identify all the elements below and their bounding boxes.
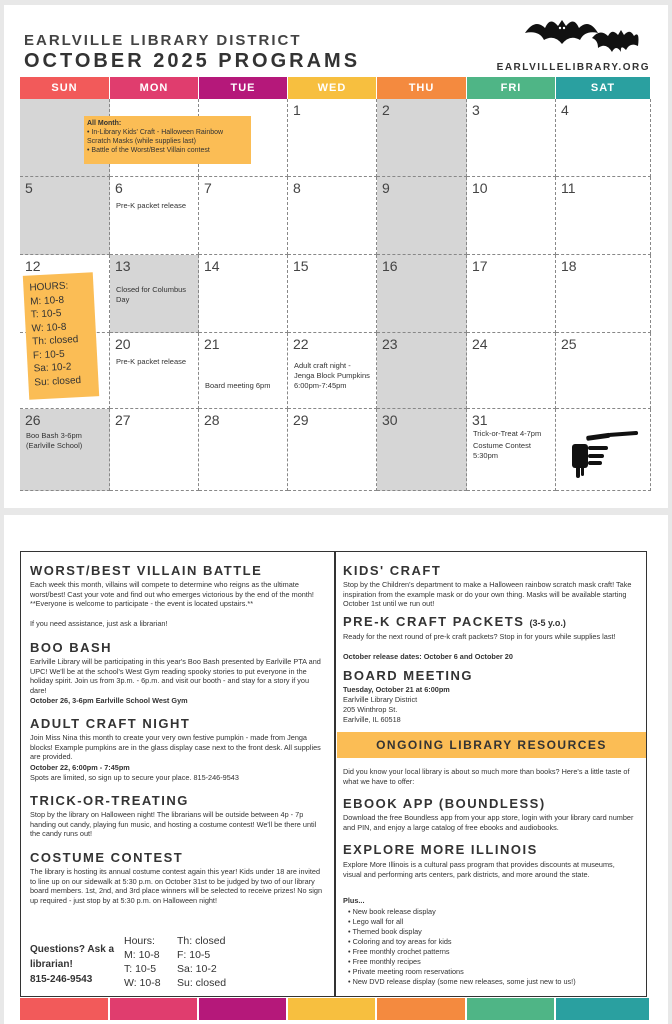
calendar-cell [556,177,651,255]
day-number: 25 [561,336,577,352]
color-strip [377,998,465,1020]
day-number: 14 [204,258,220,274]
board-heading: BOARD MEETING [343,668,473,683]
day-number: 24 [472,336,488,352]
day-number: 16 [382,258,398,274]
explore-text: Explore More Illinois is a cultural pass program that provides discounts at museums, visual and performing arts centers, park districts, and more around the state. [343,860,615,879]
day-number: 23 [382,336,398,352]
day-header-mon: MON [110,77,198,99]
calendar-cell [467,255,556,333]
calendar-cell [556,99,651,177]
day-number: 30 [382,412,398,428]
day-header-tue: TUE [199,77,287,99]
day-number: 9 [382,180,390,196]
ebook-heading: EBOOK APP (BOUNDLESS) [343,796,546,811]
ongoing-text: Did you know your local library is about so much more than books? Here's a little taste of what we have to offer: [343,767,630,786]
day-header-sun: SUN [20,77,109,99]
day-number: 10 [472,180,488,196]
calendar-cell [20,177,110,255]
trick-text: Stop by the library on Halloween night! The librarians will be outside between 4p - 7p handing out candy, playing fun music, and hosting a costume contest! We'll be there until the candy runs out! [30,810,317,838]
day-header-thu: THU [377,77,466,99]
skeleton-hand-icon [568,430,642,480]
villain-heading: WORST/BEST VILLAIN BATTLE [30,563,263,578]
day-header-fri: FRI [467,77,555,99]
day-number: 5 [25,180,33,196]
adult-text: Join Miss Nina this month to create your very own festive pumpkin - made from Jenga blocks! Example pumpkins are in the glass display case next to the front desk. All supplies are provided. [30,733,321,761]
bats-icon [520,8,640,58]
day-number: 22 [293,336,309,352]
column-divider [334,551,336,997]
calendar-cell [110,333,199,409]
list-item: • New book release display [348,907,576,917]
boo-text: Earlville Library will be participating in this year's Boo Bash presented by Earlville PTA and UPC! We'll be at the school's West Gym reading spooky stories to put everyone in the holiday spirit. Join us from 3p.m. - 6p.m. and visit our booth - and stay for a story if you dare! [30,657,321,695]
day-number: 27 [115,412,131,428]
list-item: • New DVD release display (some new releases, some just new to us!) [348,977,576,987]
calendar-cell [288,255,377,333]
villain-help: If you need assistance, just ask a librarian! [30,619,168,628]
villain-text: Each week this month, villains will compete to determine who reigns as the ultimate worst/best! Cast your vote and find out who emerges victorious by the end of the month! **Everyone is welcome to participate - the event is located upstairs.** [30,580,314,608]
all-month-note: All Month: • In-Library Kids' Craft - Halloween Rainbow Scratch Masks (while supplies last) • Battle of the Worst/Best Villain contest [84,116,251,164]
board-date: Tuesday, October 21 at 6:00pm [343,685,450,694]
day-number: 1 [293,102,301,118]
ongoing-banner: ONGOING LIBRARY RESOURCES [337,732,646,758]
kids-text: Stop by the Children's department to make a Halloween rainbow scratch mask craft! Take inspiration from the example mask or do your own thing. Masks will be available starting October 1st until we run out! [343,580,632,608]
day-number: 11 [561,180,576,196]
day-number: 18 [561,258,577,274]
day-number: 8 [293,180,301,196]
calendar-cell [556,255,651,333]
list-item: • Free monthly recipes [348,957,576,967]
calendar-event: Adult craft night - Jenga Block Pumpkins 6:00pm-7:45pm [294,361,370,390]
calendar-cell [288,409,377,491]
color-strip [556,998,649,1020]
calendar-cell [199,409,288,491]
calendar-event: Board meeting 6pm [205,381,271,390]
day-number: 4 [561,102,569,118]
calendar-event: Trick-or-Treat 4-7pm [473,429,542,438]
adult-heading: ADULT CRAFT NIGHT [30,716,191,731]
calendar-cell [199,255,288,333]
day-number: 12 [25,258,41,274]
extras-list [348,907,576,987]
calendar-cell [467,99,556,177]
calendar-cell [377,409,467,491]
ebook-text: Download the free Boundless app from your app store, login with your library card number and PIN, and enjoy a large catalog of free ebooks and audiobooks. [343,813,634,832]
day-number: 28 [204,412,220,428]
prek-dates: October release dates: October 6 and October 20 [343,652,513,661]
day-number: 17 [472,258,488,274]
calendar-cell [377,177,467,255]
boo-heading: BOO BASH [30,640,113,655]
calendar-cell [199,177,288,255]
calendar-event: Pre-K packet release [116,357,187,366]
list-item: • Free monthly crochet patterns [348,947,576,957]
list-item: • Private meeting room reservations [348,967,576,977]
list-item: • Themed book display [348,927,576,937]
day-header-sat: SAT [556,77,650,99]
costume-heading: COSTUME CONTEST [30,850,184,865]
trick-heading: TRICK-OR-TREATING [30,793,189,808]
board-address-1: Earlville Library District [343,695,418,704]
calendar-event: Boo Bash 3-6pm (Earlville School) [26,431,83,450]
day-number: 6 [115,180,123,196]
day-header-wed: WED [288,77,376,99]
color-strip [110,998,197,1020]
calendar-event: Pre-K packet release [116,201,187,210]
day-number: 7 [204,180,212,196]
calendar-cell [110,177,199,255]
hours-sticky-note: HOURS: M: 10-8 T: 10-5 W: 10-8 Th: closed F: 10-5 Sa: 10-2 Su: closed [23,272,99,399]
plus-label: Plus... [343,896,365,905]
calendar-cell [288,99,377,177]
day-number: 15 [293,258,309,274]
day-number: 2 [382,102,390,118]
board-address-2: 205 Winthrop St. [343,705,398,714]
calendar-event: Costume Contest 5:30pm [473,441,531,460]
calendar-cell [199,333,288,409]
boo-date: October 26, 3-6pm Earlville School West Gym [30,696,188,705]
day-number: 31 [472,412,488,428]
website-link[interactable]: EARLVILLELIBRARY.ORG [496,62,650,73]
day-number: 3 [472,102,480,118]
day-number: 29 [293,412,309,428]
calendar-cell [467,333,556,409]
prek-text: Ready for the next round of pre-k craft packets? Stop in for yours while supplies last! [343,632,616,641]
color-strip [20,998,108,1020]
calendar-cell [377,99,467,177]
district-name: EARLVILLE LIBRARY DISTRICT [24,32,302,49]
kids-heading: KIDS' CRAFT [343,563,442,578]
calendar-cell [377,333,467,409]
day-number: 26 [25,412,41,428]
costume-text: The library is hosting its annual costume contest again this year! Kids under 18 are invited to line up on our sidewalk at 5:30 p.m. on October 31st to be judged by two of our library board members. 1st, 2nd, and 3rd place winners will be selected to receive prizes! No sign up required - just stop by at 5:30 p.m. on Halloween night! [30,867,323,905]
calendar-cell [377,255,467,333]
day-number: 13 [115,258,131,274]
prek-heading: PRE-K CRAFT PACKETS (3-5 y.o.) [343,614,566,629]
list-item: • Lego wall for all [348,917,576,927]
adult-signup: Spots are limited, so sign up to secure your place. 815-246-9543 [30,773,239,782]
adult-date: October 22, 6:00pm - 7:45pm [30,763,130,772]
color-strip [467,998,554,1020]
list-item: • Coloring and toy areas for kids [348,937,576,947]
board-address-3: Earlville, IL 60518 [343,715,401,724]
day-number: 21 [204,336,220,352]
calendar-event: Closed for Columbus Day [116,285,187,304]
calendar-cell [110,409,199,491]
questions-block: Questions? Ask a librarian! 815-246-9543 [30,944,115,985]
day-number: 20 [115,336,131,352]
hours-list-left: Hours: M: 10-8 T: 10-5 W: 10-8 [124,935,161,989]
hours-list-right: Th: closed F: 10-5 Sa: 10-2 Su: closed [177,935,227,989]
color-strip [288,998,375,1020]
explore-heading: EXPLORE MORE ILLINOIS [343,842,538,857]
calendar-cell [467,177,556,255]
calendar-cell [556,333,651,409]
calendar-cell [288,177,377,255]
color-strip [199,998,286,1020]
calendar-title: OCTOBER 2025 PROGRAMS [24,50,361,72]
